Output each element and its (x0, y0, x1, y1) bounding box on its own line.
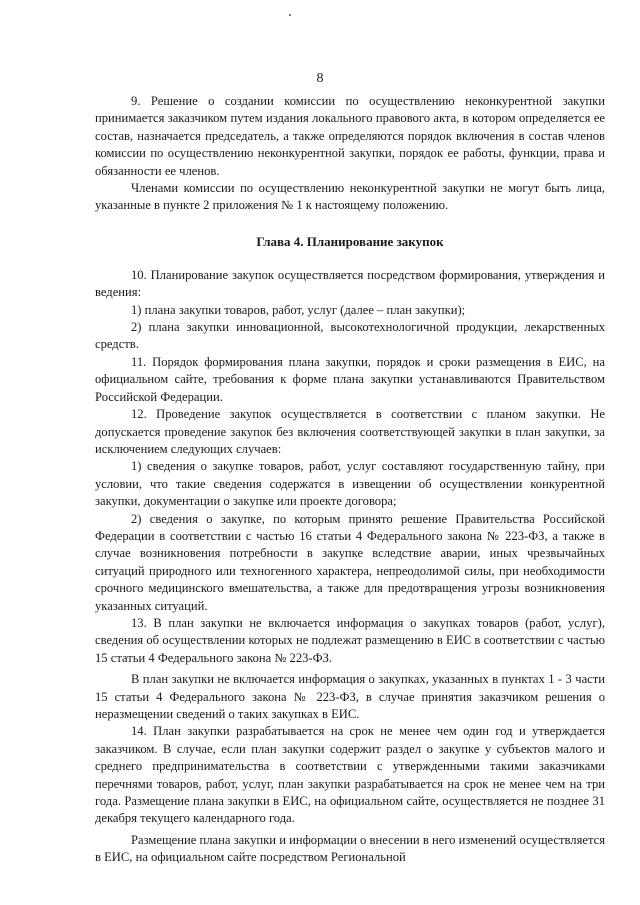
paragraph: 9. Решение о создании комиссии по осуществлению неконкурентной закупки принимается заказчиком путем издания локального правового акта, в котором определяется ее состав, назначается председатель, а также определяются порядок включения в состав членов комиссии по осуществлению неконкурентной закупки, порядок ее работы, функции, права и обязанности ее членов. (95, 94, 605, 178)
paragraph: 12. Проведение закупок осуществляется в соответствии с планом закупки. Не допускается проведение закупок без включения соответствующей закупки в план закупки, за исключением следующих случаев: (95, 407, 605, 456)
paragraph: 11. Порядок формирования плана закупки, порядок и сроки размещения в ЕИС, на официальном сайте, требования к форме плана закупки устанавливаются Правительством Российской Федерации. (95, 354, 605, 404)
scan-artifact-dot (289, 14, 291, 16)
list-item: 2) сведения о закупке, по которым принято решение Правительства Российской Федерации в соответствии с частью 16 статьи 4 Федерального закона № 223-ФЗ, а также в случае возникновения потребности в закупке вследствие аварии, иных чрезвычайных ситуаций природного или техногенного характера, непреодолимой силы, при необходимости срочного медицинского вмешательства, а также для предотвращения угрозы возникновения указанных ситуаций. (95, 511, 605, 613)
paragraph: 13. В план закупки не включается информация о закупках товаров (работ, услуг), сведения об осуществлении которых не подлежат размещению в ЕИС в соответствии с частью 15 статьи 4 Федерального закона № 223-ФЗ. (95, 615, 605, 665)
page-number: 8 (316, 71, 324, 86)
paragraph: Размещение плана закупки и информации о внесении в него изменений осуществляется в ЕИС, на официальном сайте посредством Региональной (95, 832, 605, 865)
paragraph: Членами комиссии по осуществлению неконкурентной закупки не могут быть лица, указанные в пункте 2 приложения № 1 к настоящему положению. (95, 181, 605, 213)
paragraph: В план закупки не включается информация о закупках, указанных в пунктах 1 - 3 части 15 статьи 4 Федерального закона № 223-ФЗ, в случае принятия заказчиком решения о неразмещении сведений о таких закупках в ЕИС. (95, 672, 605, 721)
list-item: 2) плана закупки инновационной, высокотехнологичной продукции, лекарственных средств. (95, 320, 605, 352)
chapter-heading: Глава 4. Планирование закупок (256, 233, 444, 249)
document-body (95, 93, 605, 867)
paragraph: 10. Планирование закупок осуществляется посредством формирования, утверждения и ведения: (95, 267, 605, 300)
list-item: 1) сведения о закупке товаров, работ, услуг составляют государственную тайну, при условии, что такие сведения содержатся в извещении об осуществлении конкурентной закупки, документации о закупке или проекте договора; (95, 459, 605, 509)
paragraph: 14. План закупки разрабатывается на срок не менее чем один год и утверждается заказчиком. В случае, если план закупки содержит раздел о закупке у субъектов малого и среднего предпринимательства в соответствии с утвержденными такими заказчиками перечнями товаров, работ, услуг, план закупки разрабатывается на срок не менее чем на три года. Размещение плана закупки в ЕИС, на официальном сайте, осуществляется не позднее 31 декабря текущего календарного года. (95, 724, 605, 826)
list-item: 1) плана закупки товаров, работ, услуг (далее – план закупки); (131, 302, 466, 317)
